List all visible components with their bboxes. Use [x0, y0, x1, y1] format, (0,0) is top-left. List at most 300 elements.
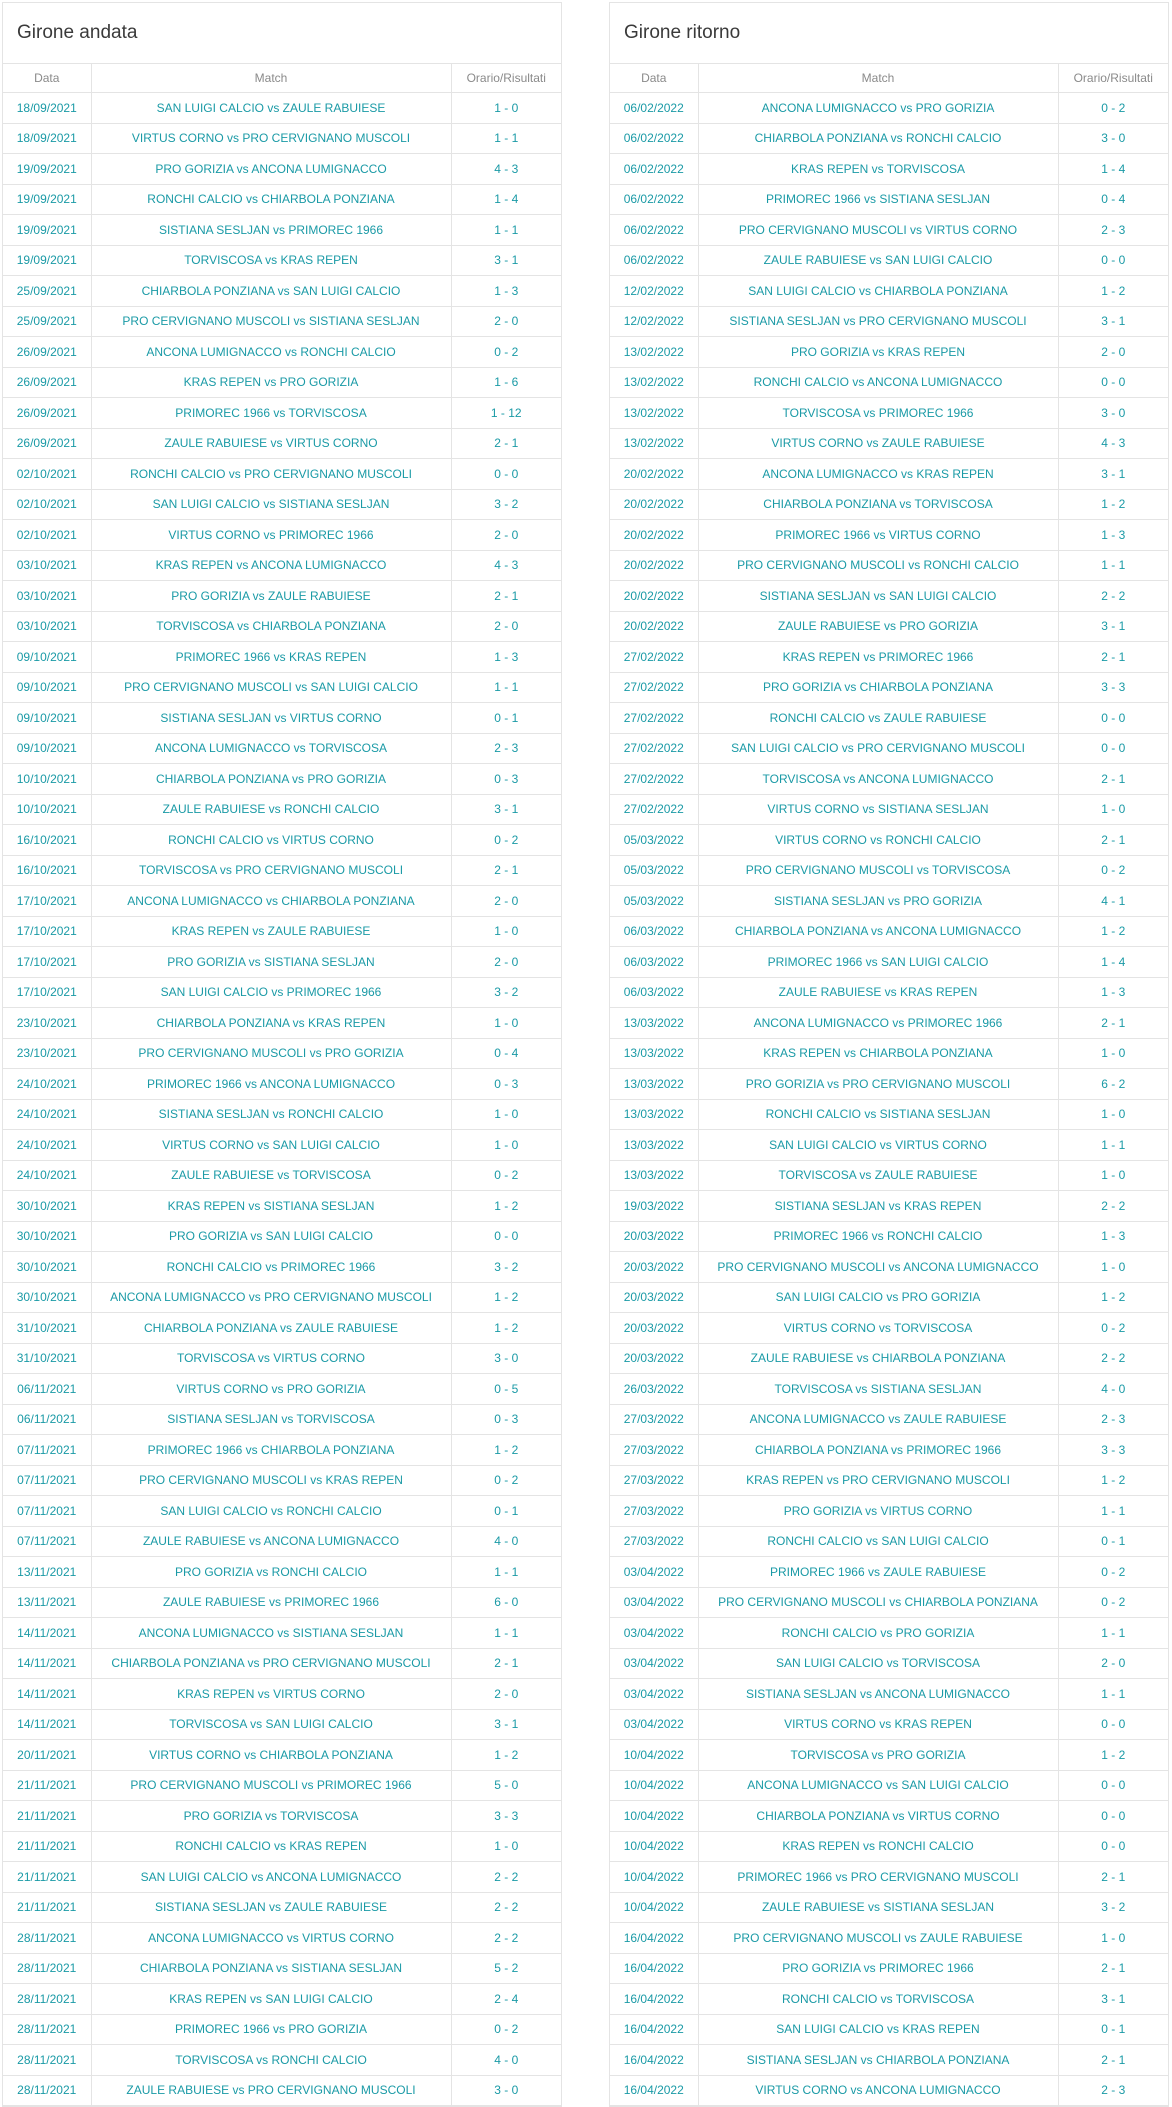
match-link[interactable]: KRAS REPEN vs PRO GORIZIA — [91, 367, 451, 398]
match-date-cell[interactable]: 02/10/2021 — [3, 459, 91, 490]
table-row[interactable] — [610, 1923, 1168, 1954]
match-result-cell[interactable]: 4 - 3 — [1058, 428, 1168, 459]
match-date-cell[interactable]: 18/09/2021 — [3, 93, 91, 124]
match-link[interactable]: SISTIANA SESLJAN vs PRO GORIZIA — [698, 886, 1058, 917]
match-date-cell[interactable]: 06/11/2021 — [3, 1404, 91, 1435]
match-result-cell[interactable]: 1 - 1 — [451, 1618, 561, 1649]
match-result-cell[interactable]: 1 - 2 — [1058, 276, 1168, 307]
match-link[interactable]: SISTIANA SESLJAN vs PRO CERVIGNANO MUSCOLI — [698, 306, 1058, 337]
match-result-cell[interactable]: 3 - 3 — [1058, 1435, 1168, 1466]
match-date-cell[interactable]: 21/11/2021 — [3, 1801, 91, 1832]
match-date-cell[interactable]: 28/11/2021 — [3, 1984, 91, 2015]
match-date-cell[interactable]: 06/02/2022 — [610, 123, 698, 154]
table-row[interactable] — [610, 520, 1168, 551]
match-result-cell[interactable]: 2 - 0 — [451, 306, 561, 337]
match-result-cell[interactable]: 0 - 1 — [1058, 2014, 1168, 2045]
match-date-cell[interactable]: 27/03/2022 — [610, 1465, 698, 1496]
table-row[interactable] — [610, 1648, 1168, 1679]
match-date-cell[interactable]: 27/02/2022 — [610, 642, 698, 673]
match-result-cell[interactable]: 0 - 0 — [1058, 1801, 1168, 1832]
table-row[interactable] — [3, 1709, 561, 1740]
match-result-cell[interactable]: 2 - 0 — [1058, 337, 1168, 368]
match-result-cell[interactable]: 1 - 2 — [1058, 489, 1168, 520]
match-result-cell[interactable]: 1 - 4 — [451, 184, 561, 215]
match-link[interactable]: SAN LUIGI CALCIO vs CHIARBOLA PONZIANA — [698, 276, 1058, 307]
match-link[interactable]: PRO CERVIGNANO MUSCOLI vs RONCHI CALCIO — [698, 550, 1058, 581]
match-link[interactable]: KRAS REPEN vs RONCHI CALCIO — [698, 1831, 1058, 1862]
match-date-cell[interactable]: 09/10/2021 — [3, 672, 91, 703]
match-result-cell[interactable]: 0 - 2 — [451, 2014, 561, 2045]
match-date-cell[interactable]: 26/09/2021 — [3, 367, 91, 398]
table-row[interactable] — [3, 306, 561, 337]
table-row[interactable] — [3, 550, 561, 581]
match-link[interactable]: ZAULE RABUIESE vs ANCONA LUMIGNACCO — [91, 1526, 451, 1557]
match-date-cell[interactable]: 20/02/2022 — [610, 550, 698, 581]
match-date-cell[interactable]: 03/04/2022 — [610, 1587, 698, 1618]
table-row[interactable] — [3, 2045, 561, 2076]
table-row[interactable] — [3, 1526, 561, 1557]
table-row[interactable] — [610, 1709, 1168, 1740]
table-row[interactable] — [610, 855, 1168, 886]
table-row[interactable] — [3, 459, 561, 490]
table-row[interactable] — [3, 977, 561, 1008]
match-link[interactable]: ANCONA LUMIGNACCO vs SAN LUIGI CALCIO — [698, 1770, 1058, 1801]
match-link[interactable]: ANCONA LUMIGNACCO vs KRAS REPEN — [698, 459, 1058, 490]
table-row[interactable] — [3, 1618, 561, 1649]
match-link[interactable]: SISTIANA SESLJAN vs VIRTUS CORNO — [91, 703, 451, 734]
match-date-cell[interactable]: 28/11/2021 — [3, 2014, 91, 2045]
table-row[interactable] — [3, 886, 561, 917]
table-row[interactable] — [610, 1770, 1168, 1801]
table-row[interactable] — [610, 1435, 1168, 1466]
match-date-cell[interactable]: 09/10/2021 — [3, 642, 91, 673]
match-result-cell[interactable]: 0 - 0 — [1058, 367, 1168, 398]
match-link[interactable]: ZAULE RABUIESE vs RONCHI CALCIO — [91, 794, 451, 825]
match-link[interactable]: PRO GORIZIA vs PRO CERVIGNANO MUSCOLI — [698, 1069, 1058, 1100]
match-link[interactable]: KRAS REPEN vs PRO CERVIGNANO MUSCOLI — [698, 1465, 1058, 1496]
match-result-cell[interactable]: 1 - 0 — [1058, 794, 1168, 825]
match-link[interactable]: ANCONA LUMIGNACCO vs PRO GORIZIA — [698, 93, 1058, 124]
match-result-cell[interactable]: 2 - 1 — [1058, 1953, 1168, 1984]
match-date-cell[interactable]: 09/10/2021 — [3, 733, 91, 764]
match-result-cell[interactable]: 1 - 2 — [451, 1435, 561, 1466]
match-link[interactable]: VIRTUS CORNO vs SAN LUIGI CALCIO — [91, 1130, 451, 1161]
match-result-cell[interactable]: 1 - 6 — [451, 367, 561, 398]
match-result-cell[interactable]: 0 - 3 — [451, 764, 561, 795]
match-date-cell[interactable]: 14/11/2021 — [3, 1709, 91, 1740]
match-date-cell[interactable]: 13/02/2022 — [610, 337, 698, 368]
table-row[interactable] — [3, 672, 561, 703]
match-date-cell[interactable]: 27/02/2022 — [610, 764, 698, 795]
match-date-cell[interactable]: 21/11/2021 — [3, 1770, 91, 1801]
match-date-cell[interactable]: 16/10/2021 — [3, 855, 91, 886]
match-result-cell[interactable]: 1 - 2 — [451, 1740, 561, 1771]
match-date-cell[interactable]: 27/02/2022 — [610, 733, 698, 764]
match-date-cell[interactable]: 17/10/2021 — [3, 977, 91, 1008]
match-result-cell[interactable]: 1 - 0 — [451, 93, 561, 124]
match-result-cell[interactable]: 1 - 2 — [1058, 1740, 1168, 1771]
table-row[interactable] — [610, 1496, 1168, 1527]
match-result-cell[interactable]: 1 - 0 — [1058, 1099, 1168, 1130]
match-date-cell[interactable]: 12/02/2022 — [610, 306, 698, 337]
match-result-cell[interactable]: 2 - 1 — [1058, 1008, 1168, 1039]
match-link[interactable]: ZAULE RABUIESE vs TORVISCOSA — [91, 1160, 451, 1191]
match-result-cell[interactable]: 2 - 3 — [451, 733, 561, 764]
table-row[interactable] — [610, 1130, 1168, 1161]
match-date-cell[interactable]: 16/04/2022 — [610, 2075, 698, 2106]
match-link[interactable]: CHIARBOLA PONZIANA vs KRAS REPEN — [91, 1008, 451, 1039]
table-row[interactable] — [610, 123, 1168, 154]
match-date-cell[interactable]: 14/11/2021 — [3, 1648, 91, 1679]
match-link[interactable]: KRAS REPEN vs SAN LUIGI CALCIO — [91, 1984, 451, 2015]
table-row[interactable] — [3, 1892, 561, 1923]
match-date-cell[interactable]: 24/10/2021 — [3, 1160, 91, 1191]
match-result-cell[interactable]: 2 - 2 — [1058, 581, 1168, 612]
match-date-cell[interactable]: 10/04/2022 — [610, 1831, 698, 1862]
match-result-cell[interactable]: 1 - 0 — [451, 1831, 561, 1862]
match-link[interactable]: KRAS REPEN vs TORVISCOSA — [698, 154, 1058, 185]
match-result-cell[interactable]: 0 - 4 — [451, 1038, 561, 1069]
table-row[interactable] — [610, 184, 1168, 215]
match-result-cell[interactable]: 2 - 2 — [451, 1923, 561, 1954]
match-result-cell[interactable]: 3 - 1 — [1058, 459, 1168, 490]
table-row[interactable] — [610, 1160, 1168, 1191]
match-result-cell[interactable]: 4 - 0 — [451, 2045, 561, 2076]
match-link[interactable]: SISTIANA SESLJAN vs CHIARBOLA PONZIANA — [698, 2045, 1058, 2076]
table-row[interactable] — [610, 1313, 1168, 1344]
match-result-cell[interactable]: 2 - 3 — [1058, 1404, 1168, 1435]
match-date-cell[interactable]: 20/02/2022 — [610, 611, 698, 642]
table-row[interactable] — [610, 947, 1168, 978]
match-date-cell[interactable]: 10/04/2022 — [610, 1770, 698, 1801]
match-result-cell[interactable]: 3 - 1 — [451, 1709, 561, 1740]
table-row[interactable] — [610, 1557, 1168, 1588]
match-result-cell[interactable]: 0 - 2 — [451, 337, 561, 368]
match-link[interactable]: CHIARBOLA PONZIANA vs ZAULE RABUIESE — [91, 1313, 451, 1344]
match-date-cell[interactable]: 13/03/2022 — [610, 1160, 698, 1191]
table-row[interactable] — [610, 1953, 1168, 1984]
table-row[interactable] — [3, 1953, 561, 1984]
match-result-cell[interactable]: 0 - 4 — [1058, 184, 1168, 215]
match-link[interactable]: ANCONA LUMIGNACCO vs VIRTUS CORNO — [91, 1923, 451, 1954]
match-result-cell[interactable]: 1 - 1 — [1058, 1130, 1168, 1161]
match-link[interactable]: VIRTUS CORNO vs PRIMOREC 1966 — [91, 520, 451, 551]
match-link[interactable]: PRO GORIZIA vs ZAULE RABUIESE — [91, 581, 451, 612]
match-result-cell[interactable]: 0 - 0 — [1058, 245, 1168, 276]
match-link[interactable]: SAN LUIGI CALCIO vs RONCHI CALCIO — [91, 1496, 451, 1527]
match-result-cell[interactable]: 0 - 0 — [1058, 703, 1168, 734]
match-link[interactable]: VIRTUS CORNO vs TORVISCOSA — [698, 1313, 1058, 1344]
match-link[interactable]: CHIARBOLA PONZIANA vs TORVISCOSA — [698, 489, 1058, 520]
match-date-cell[interactable]: 23/10/2021 — [3, 1008, 91, 1039]
match-date-cell[interactable]: 13/02/2022 — [610, 398, 698, 429]
match-result-cell[interactable]: 4 - 3 — [451, 550, 561, 581]
match-date-cell[interactable]: 20/02/2022 — [610, 459, 698, 490]
match-date-cell[interactable]: 05/03/2022 — [610, 825, 698, 856]
match-link[interactable]: RONCHI CALCIO vs TORVISCOSA — [698, 1984, 1058, 2015]
match-link[interactable]: VIRTUS CORNO vs RONCHI CALCIO — [698, 825, 1058, 856]
match-date-cell[interactable]: 13/11/2021 — [3, 1587, 91, 1618]
match-date-cell[interactable]: 13/02/2022 — [610, 428, 698, 459]
match-result-cell[interactable]: 1 - 0 — [1058, 1038, 1168, 1069]
match-date-cell[interactable]: 06/02/2022 — [610, 184, 698, 215]
match-date-cell[interactable]: 26/03/2022 — [610, 1374, 698, 1405]
match-link[interactable]: PRO GORIZIA vs SAN LUIGI CALCIO — [91, 1221, 451, 1252]
match-date-cell[interactable]: 20/03/2022 — [610, 1252, 698, 1283]
table-row[interactable] — [610, 1679, 1168, 1710]
table-row[interactable] — [3, 1130, 561, 1161]
table-row[interactable] — [3, 1191, 561, 1222]
match-date-cell[interactable]: 09/10/2021 — [3, 703, 91, 734]
table-row[interactable] — [610, 1069, 1168, 1100]
table-row[interactable] — [3, 855, 561, 886]
match-date-cell[interactable]: 18/09/2021 — [3, 123, 91, 154]
match-link[interactable]: PRO CERVIGNANO MUSCOLI vs TORVISCOSA — [698, 855, 1058, 886]
match-result-cell[interactable]: 3 - 2 — [1058, 1892, 1168, 1923]
match-result-cell[interactable]: 0 - 0 — [451, 1221, 561, 1252]
match-result-cell[interactable]: 2 - 2 — [1058, 1343, 1168, 1374]
match-link[interactable]: PRIMOREC 1966 vs CHIARBOLA PONZIANA — [91, 1435, 451, 1466]
match-date-cell[interactable]: 30/10/2021 — [3, 1252, 91, 1283]
table-row[interactable] — [610, 489, 1168, 520]
match-result-cell[interactable]: 2 - 1 — [1058, 2045, 1168, 2076]
table-row[interactable] — [610, 1008, 1168, 1039]
table-row[interactable] — [610, 1191, 1168, 1222]
match-date-cell[interactable]: 31/10/2021 — [3, 1313, 91, 1344]
match-date-cell[interactable]: 30/10/2021 — [3, 1221, 91, 1252]
table-row[interactable] — [3, 1862, 561, 1893]
match-result-cell[interactable]: 3 - 0 — [451, 1343, 561, 1374]
match-link[interactable]: CHIARBOLA PONZIANA vs SAN LUIGI CALCIO — [91, 276, 451, 307]
match-date-cell[interactable]: 21/11/2021 — [3, 1831, 91, 1862]
match-link[interactable]: RONCHI CALCIO vs PRO CERVIGNANO MUSCOLI — [91, 459, 451, 490]
match-link[interactable]: SAN LUIGI CALCIO vs PRIMOREC 1966 — [91, 977, 451, 1008]
table-row[interactable] — [3, 1099, 561, 1130]
match-link[interactable]: ANCONA LUMIGNACCO vs PRIMOREC 1966 — [698, 1008, 1058, 1039]
match-date-cell[interactable]: 06/11/2021 — [3, 1374, 91, 1405]
match-result-cell[interactable]: 1 - 12 — [451, 398, 561, 429]
match-result-cell[interactable]: 1 - 1 — [451, 123, 561, 154]
table-row[interactable] — [610, 2045, 1168, 2076]
table-row[interactable] — [3, 1282, 561, 1313]
table-row[interactable] — [610, 1465, 1168, 1496]
match-link[interactable]: SAN LUIGI CALCIO vs ZAULE RABUIESE — [91, 93, 451, 124]
match-date-cell[interactable]: 27/03/2022 — [610, 1435, 698, 1466]
table-row[interactable] — [610, 1099, 1168, 1130]
match-link[interactable]: ZAULE RABUIESE vs SAN LUIGI CALCIO — [698, 245, 1058, 276]
match-link[interactable]: VIRTUS CORNO vs PRO GORIZIA — [91, 1374, 451, 1405]
match-result-cell[interactable]: 1 - 4 — [1058, 154, 1168, 185]
match-link[interactable]: TORVISCOSA vs ZAULE RABUIESE — [698, 1160, 1058, 1191]
match-date-cell[interactable]: 31/10/2021 — [3, 1343, 91, 1374]
match-link[interactable]: VIRTUS CORNO vs PRO CERVIGNANO MUSCOLI — [91, 123, 451, 154]
match-result-cell[interactable]: 1 - 3 — [451, 642, 561, 673]
match-link[interactable]: PRIMOREC 1966 vs RONCHI CALCIO — [698, 1221, 1058, 1252]
match-result-cell[interactable]: 2 - 2 — [451, 1892, 561, 1923]
match-link[interactable]: PRO CERVIGNANO MUSCOLI vs SAN LUIGI CALCIO — [91, 672, 451, 703]
table-row[interactable] — [610, 1282, 1168, 1313]
table-row[interactable] — [610, 1221, 1168, 1252]
table-row[interactable] — [610, 276, 1168, 307]
match-link[interactable]: ANCONA LUMIGNACCO vs TORVISCOSA — [91, 733, 451, 764]
match-date-cell[interactable]: 13/11/2021 — [3, 1557, 91, 1588]
match-result-cell[interactable]: 0 - 3 — [451, 1404, 561, 1435]
match-date-cell[interactable]: 14/11/2021 — [3, 1679, 91, 1710]
match-link[interactable]: TORVISCOSA vs SISTIANA SESLJAN — [698, 1374, 1058, 1405]
match-date-cell[interactable]: 30/10/2021 — [3, 1191, 91, 1222]
match-date-cell[interactable]: 06/03/2022 — [610, 916, 698, 947]
match-link[interactable]: TORVISCOSA vs PRIMOREC 1966 — [698, 398, 1058, 429]
match-date-cell[interactable]: 03/04/2022 — [610, 1557, 698, 1588]
match-link[interactable]: SAN LUIGI CALCIO vs KRAS REPEN — [698, 2014, 1058, 2045]
match-date-cell[interactable]: 13/03/2022 — [610, 1130, 698, 1161]
table-row[interactable] — [3, 367, 561, 398]
match-result-cell[interactable]: 2 - 0 — [1058, 1648, 1168, 1679]
match-result-cell[interactable]: 6 - 0 — [451, 1587, 561, 1618]
match-date-cell[interactable]: 25/09/2021 — [3, 306, 91, 337]
match-result-cell[interactable]: 3 - 0 — [1058, 398, 1168, 429]
table-row[interactable] — [610, 306, 1168, 337]
match-date-cell[interactable]: 02/10/2021 — [3, 489, 91, 520]
table-row[interactable] — [3, 1587, 561, 1618]
match-link[interactable]: PRIMOREC 1966 vs PRO GORIZIA — [91, 2014, 451, 2045]
match-date-cell[interactable]: 20/02/2022 — [610, 520, 698, 551]
match-result-cell[interactable]: 2 - 1 — [1058, 642, 1168, 673]
table-row[interactable] — [610, 428, 1168, 459]
match-link[interactable]: PRO GORIZIA vs KRAS REPEN — [698, 337, 1058, 368]
match-link[interactable]: TORVISCOSA vs SAN LUIGI CALCIO — [91, 1709, 451, 1740]
match-result-cell[interactable]: 1 - 0 — [1058, 1923, 1168, 1954]
table-row[interactable] — [610, 398, 1168, 429]
table-row[interactable] — [610, 642, 1168, 673]
match-date-cell[interactable]: 16/04/2022 — [610, 1923, 698, 1954]
table-row[interactable] — [610, 794, 1168, 825]
match-link[interactable]: CHIARBOLA PONZIANA vs PRO GORIZIA — [91, 764, 451, 795]
table-row[interactable] — [3, 1221, 561, 1252]
table-row[interactable] — [610, 1374, 1168, 1405]
match-link[interactable]: CHIARBOLA PONZIANA vs RONCHI CALCIO — [698, 123, 1058, 154]
match-date-cell[interactable]: 25/09/2021 — [3, 276, 91, 307]
match-link[interactable]: VIRTUS CORNO vs CHIARBOLA PONZIANA — [91, 1740, 451, 1771]
table-row[interactable] — [3, 1831, 561, 1862]
match-result-cell[interactable]: 0 - 2 — [1058, 855, 1168, 886]
match-link[interactable]: RONCHI CALCIO vs PRO GORIZIA — [698, 1618, 1058, 1649]
table-row[interactable] — [610, 1892, 1168, 1923]
match-link[interactable]: PRO GORIZIA vs TORVISCOSA — [91, 1801, 451, 1832]
match-result-cell[interactable]: 2 - 0 — [451, 520, 561, 551]
match-result-cell[interactable]: 0 - 2 — [451, 825, 561, 856]
match-link[interactable]: SISTIANA SESLJAN vs KRAS REPEN — [698, 1191, 1058, 1222]
table-row[interactable] — [3, 123, 561, 154]
match-result-cell[interactable]: 3 - 1 — [1058, 306, 1168, 337]
match-link[interactable]: RONCHI CALCIO vs SAN LUIGI CALCIO — [698, 1526, 1058, 1557]
match-date-cell[interactable]: 27/03/2022 — [610, 1404, 698, 1435]
match-date-cell[interactable]: 07/11/2021 — [3, 1526, 91, 1557]
table-row[interactable] — [3, 398, 561, 429]
table-row[interactable] — [3, 215, 561, 246]
match-date-cell[interactable]: 27/03/2022 — [610, 1496, 698, 1527]
match-link[interactable]: PRIMOREC 1966 vs ZAULE RABUIESE — [698, 1557, 1058, 1588]
table-row[interactable] — [610, 764, 1168, 795]
match-date-cell[interactable]: 02/10/2021 — [3, 520, 91, 551]
match-link[interactable]: PRO CERVIGNANO MUSCOLI vs SISTIANA SESLJAN — [91, 306, 451, 337]
table-row[interactable] — [610, 1404, 1168, 1435]
match-link[interactable]: CHIARBOLA PONZIANA vs ANCONA LUMIGNACCO — [698, 916, 1058, 947]
table-row[interactable] — [610, 1618, 1168, 1649]
table-row[interactable] — [610, 337, 1168, 368]
match-date-cell[interactable]: 27/02/2022 — [610, 703, 698, 734]
match-date-cell[interactable]: 20/02/2022 — [610, 489, 698, 520]
match-date-cell[interactable]: 06/02/2022 — [610, 154, 698, 185]
match-link[interactable]: RONCHI CALCIO vs SISTIANA SESLJAN — [698, 1099, 1058, 1130]
match-link[interactable]: VIRTUS CORNO vs KRAS REPEN — [698, 1709, 1058, 1740]
match-result-cell[interactable]: 2 - 1 — [1058, 825, 1168, 856]
match-link[interactable]: ZAULE RABUIESE vs PRO CERVIGNANO MUSCOLI — [91, 2075, 451, 2106]
match-date-cell[interactable]: 13/02/2022 — [610, 367, 698, 398]
match-date-cell[interactable]: 07/11/2021 — [3, 1435, 91, 1466]
table-row[interactable] — [3, 1252, 561, 1283]
match-link[interactable]: ANCONA LUMIGNACCO vs PRO CERVIGNANO MUSCOLI — [91, 1282, 451, 1313]
match-link[interactable]: SAN LUIGI CALCIO vs SISTIANA SESLJAN — [91, 489, 451, 520]
match-date-cell[interactable]: 28/11/2021 — [3, 2045, 91, 2076]
match-date-cell[interactable]: 19/09/2021 — [3, 184, 91, 215]
match-result-cell[interactable]: 3 - 1 — [1058, 1984, 1168, 2015]
match-result-cell[interactable]: 3 - 2 — [451, 977, 561, 1008]
match-result-cell[interactable]: 0 - 2 — [451, 1160, 561, 1191]
match-date-cell[interactable]: 06/02/2022 — [610, 215, 698, 246]
match-link[interactable]: SISTIANA SESLJAN vs PRIMOREC 1966 — [91, 215, 451, 246]
table-row[interactable] — [610, 1038, 1168, 1069]
match-date-cell[interactable]: 06/02/2022 — [610, 245, 698, 276]
table-row[interactable] — [3, 1465, 561, 1496]
table-row[interactable] — [3, 2014, 561, 2045]
table-row[interactable] — [610, 459, 1168, 490]
match-result-cell[interactable]: 1 - 2 — [451, 1313, 561, 1344]
match-link[interactable]: TORVISCOSA vs PRO CERVIGNANO MUSCOLI — [91, 855, 451, 886]
match-date-cell[interactable]: 19/09/2021 — [3, 154, 91, 185]
match-date-cell[interactable]: 20/03/2022 — [610, 1221, 698, 1252]
match-result-cell[interactable]: 4 - 3 — [451, 154, 561, 185]
match-date-cell[interactable]: 28/11/2021 — [3, 2075, 91, 2106]
match-date-cell[interactable]: 06/03/2022 — [610, 947, 698, 978]
match-link[interactable]: SISTIANA SESLJAN vs TORVISCOSA — [91, 1404, 451, 1435]
match-result-cell[interactable]: 1 - 3 — [1058, 520, 1168, 551]
match-link[interactable]: PRO CERVIGNANO MUSCOLI vs VIRTUS CORNO — [698, 215, 1058, 246]
table-row[interactable] — [610, 550, 1168, 581]
table-row[interactable] — [3, 93, 561, 124]
match-result-cell[interactable]: 2 - 4 — [451, 1984, 561, 2015]
match-result-cell[interactable]: 2 - 1 — [1058, 1862, 1168, 1893]
match-link[interactable]: PRIMOREC 1966 vs KRAS REPEN — [91, 642, 451, 673]
match-link[interactable]: SISTIANA SESLJAN vs RONCHI CALCIO — [91, 1099, 451, 1130]
match-date-cell[interactable]: 28/11/2021 — [3, 1923, 91, 1954]
match-result-cell[interactable]: 0 - 5 — [451, 1374, 561, 1405]
match-link[interactable]: SISTIANA SESLJAN vs SAN LUIGI CALCIO — [698, 581, 1058, 612]
match-result-cell[interactable]: 1 - 2 — [1058, 1465, 1168, 1496]
match-result-cell[interactable]: 1 - 3 — [451, 276, 561, 307]
match-date-cell[interactable]: 14/11/2021 — [3, 1618, 91, 1649]
match-link[interactable]: CHIARBOLA PONZIANA vs SISTIANA SESLJAN — [91, 1953, 451, 1984]
match-result-cell[interactable]: 0 - 0 — [1058, 1770, 1168, 1801]
match-link[interactable]: KRAS REPEN vs CHIARBOLA PONZIANA — [698, 1038, 1058, 1069]
match-result-cell[interactable]: 1 - 0 — [1058, 1160, 1168, 1191]
table-row[interactable] — [3, 1496, 561, 1527]
table-row[interactable] — [3, 1374, 561, 1405]
match-link[interactable]: VIRTUS CORNO vs SISTIANA SESLJAN — [698, 794, 1058, 825]
match-result-cell[interactable]: 5 - 2 — [451, 1953, 561, 1984]
match-result-cell[interactable]: 1 - 2 — [1058, 1282, 1168, 1313]
match-result-cell[interactable]: 6 - 2 — [1058, 1069, 1168, 1100]
